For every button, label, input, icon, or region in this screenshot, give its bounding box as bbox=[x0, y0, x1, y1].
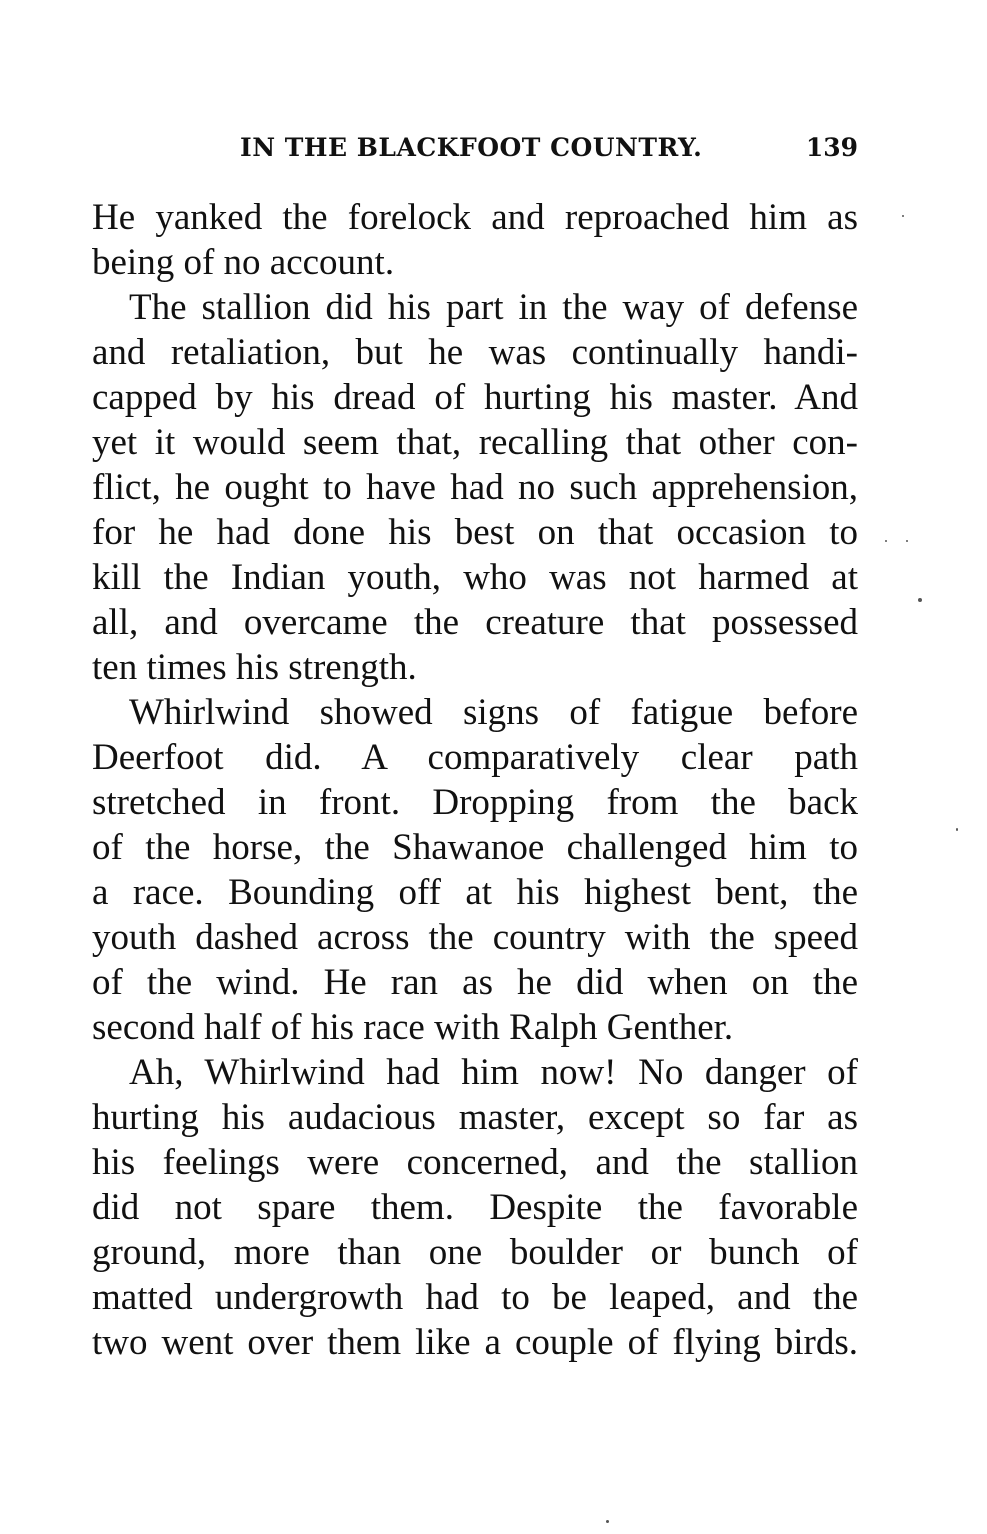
scan-speck bbox=[906, 540, 908, 542]
text-line: ten times his strength. bbox=[92, 647, 417, 688]
text-line: a race. Bounding off at his highest bent, the bbox=[92, 872, 858, 913]
text-line: ground, more than one boulder or bunch of bbox=[92, 1232, 858, 1273]
text-line: of the wind. He ran as he did when on the bbox=[92, 962, 858, 1003]
scan-speck bbox=[902, 215, 904, 217]
text-line: hurting his audacious master, except so far as bbox=[92, 1097, 858, 1138]
text-line: The stallion did his part in the way of defense bbox=[129, 287, 858, 328]
page-number: 139 bbox=[805, 133, 858, 162]
text-line: his feelings were concerned, and the stallion bbox=[92, 1142, 858, 1183]
text-line: He yanked the forelock and reproached him as bbox=[92, 197, 858, 238]
text-line: capped by his dread of hurting his master. And bbox=[92, 377, 858, 418]
text-line: Ah, Whirlwind had him now! No danger of bbox=[129, 1052, 858, 1093]
text-line: matted undergrowth had to be leaped, and the bbox=[92, 1277, 858, 1318]
scan-speck bbox=[956, 828, 958, 831]
text-line: all, and overcame the creature that possessed bbox=[92, 602, 858, 643]
running-title: IN THE BLACKFOOT COUNTRY. bbox=[240, 133, 703, 162]
text-line: did not spare them. Despite the favorable bbox=[92, 1187, 858, 1228]
text-line: kill the Indian youth, who was not harmed at bbox=[92, 557, 858, 598]
text-line: yet it would seem that, recalling that other con- bbox=[92, 422, 858, 463]
text-line: and retaliation, but he was continually handi- bbox=[92, 332, 858, 373]
body-text bbox=[92, 195, 858, 1365]
text-line: second half of his race with Ralph Genther. bbox=[92, 1007, 734, 1048]
text-line: Deerfoot did. A comparatively clear path bbox=[92, 737, 858, 778]
scan-speck bbox=[918, 598, 922, 602]
scan-speck bbox=[606, 1520, 609, 1523]
paragraph bbox=[92, 195, 858, 285]
text-line: for he had done his best on that occasion to bbox=[92, 512, 858, 553]
scan-speck bbox=[885, 540, 887, 542]
paragraph bbox=[92, 690, 858, 1050]
paragraph bbox=[92, 1050, 858, 1365]
text-line: stretched in front. Dropping from the back bbox=[92, 782, 858, 823]
text-line: of the horse, the Shawanoe challenged him to bbox=[92, 827, 858, 868]
text-line: flict, he ought to have had no such apprehension, bbox=[92, 467, 858, 508]
text-line: being of no account. bbox=[92, 242, 395, 283]
paragraph bbox=[92, 285, 858, 690]
running-head bbox=[92, 128, 858, 168]
text-line: two went over them like a couple of flying birds. bbox=[92, 1322, 858, 1363]
text-line: Whirlwind showed signs of fatigue before bbox=[129, 692, 858, 733]
text-line: youth dashed across the country with the speed bbox=[92, 917, 858, 958]
